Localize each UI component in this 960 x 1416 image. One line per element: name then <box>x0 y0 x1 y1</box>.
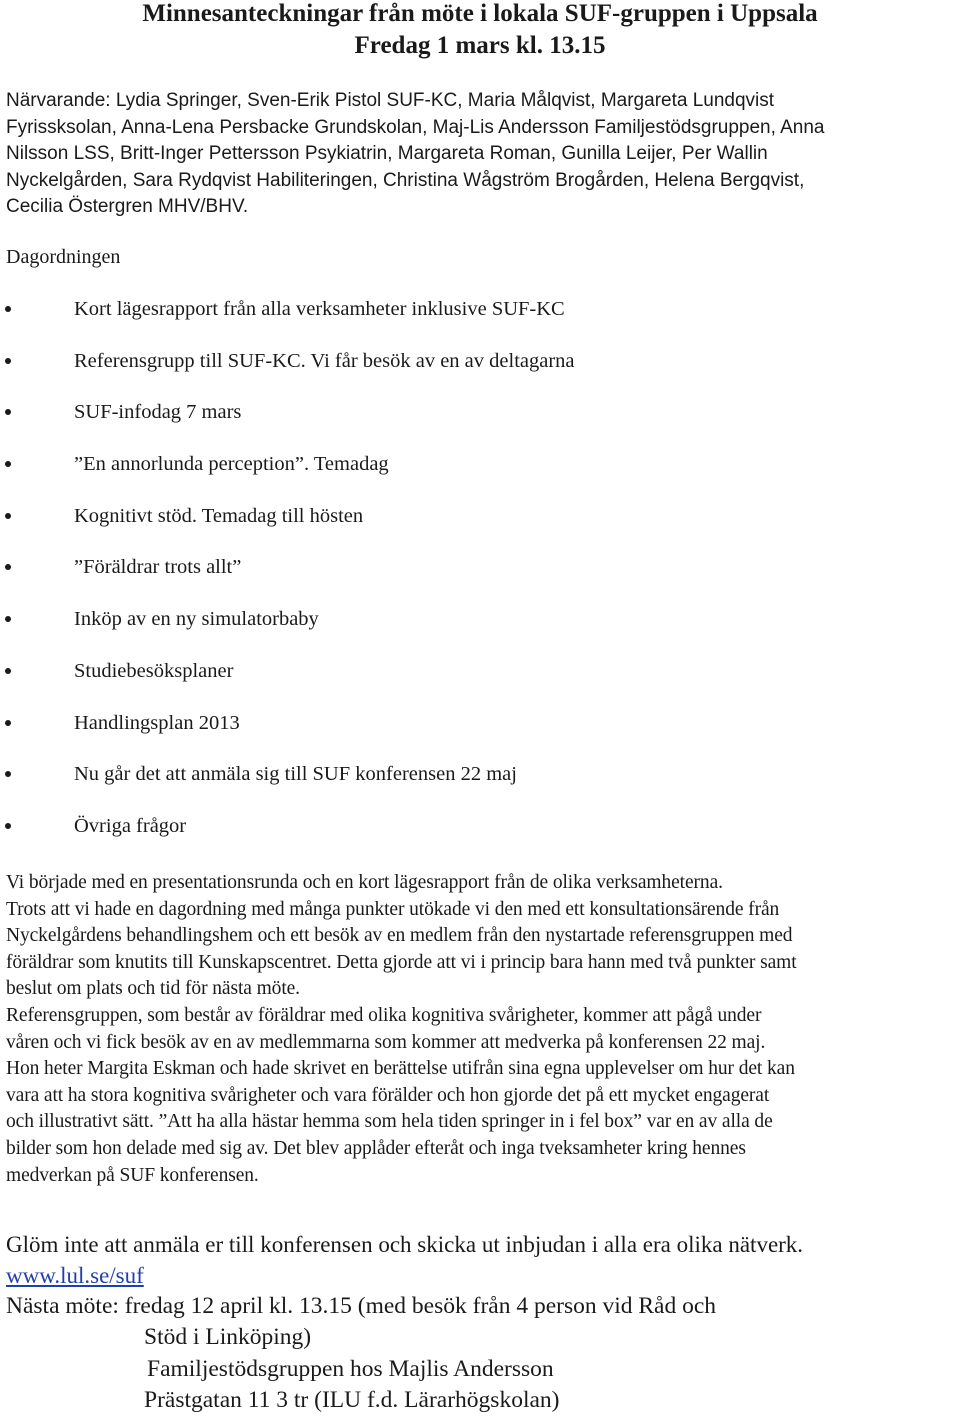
attendees-paragraph <box>6 88 956 221</box>
body-line: föräldrar som knutits till Kunskapscentret. Detta gjorde att vi i princip bara hann med två punkter samt <box>6 951 797 973</box>
body-line: bilder som hon delade med sig av. Det blev applåder efteråt och inga tveksamheter kring hennes <box>6 1137 746 1159</box>
next-meeting-address: Prästgatan 11 3 tr (ILU f.d. Lärarhögskolan) <box>144 1387 560 1413</box>
bullet-icon <box>5 513 11 519</box>
conference-reminder: Glöm inte att anmäla er till konferensen och skicka ut inbjudan i alla era olika nätverk. <box>6 1232 804 1257</box>
body-line: Hon heter Margita Eskman och hade skrivet en berättelse utifrån sina egna upplevelser om hur det kan <box>6 1058 795 1080</box>
agenda-item-text: Studiebesöksplaner <box>74 659 234 682</box>
agenda-item-text: Kognitivt stöd. Temadag till hösten <box>74 504 364 527</box>
body-line: beslut om plats och tid för nästa möte. <box>6 978 300 1000</box>
website-link[interactable]: www.lul.se/suf <box>6 1263 144 1288</box>
agenda-item-text: Övriga frågor <box>74 814 187 837</box>
attendees-line: Nyckelgården, Sara Rydqvist Habiliteringen, Christina Wågström Brogården, Helena Bergqvist, <box>6 169 805 191</box>
attendees-line: Fyrissksolan, Anna-Lena Persbacke Grundskolan, Maj-Lis Andersson Familjestödsgruppen, Anna <box>6 116 825 138</box>
bullet-icon <box>5 409 11 415</box>
agenda-heading: Dagordningen <box>6 246 121 268</box>
document-date: Fredag 1 mars kl. 13.15 <box>354 32 606 59</box>
attendees-line: Närvarande: Lydia Springer, Sven-Erik Pistol SUF-KC, Maria Målqvist, Margareta Lundqvist <box>6 90 775 111</box>
agenda-item-text: ”Föräldrar trots allt” <box>74 556 242 579</box>
document-title: Minnesanteckningar från möte i lokala SUF-gruppen i Uppsala <box>142 0 818 27</box>
agenda-item-text: SUF-infodag 7 mars <box>74 401 242 424</box>
agenda-item-text: ”En annorlunda perception”. Temadag <box>74 453 389 476</box>
body-line: Referensgruppen, som består av föräldrar med olika kognitiva svårigheter, kommer att pågå under <box>6 1004 762 1026</box>
next-meeting-line: Stöd i Linköping) <box>144 1324 312 1350</box>
agenda-item-text: Kort lägesrapport från alla verksamheter inklusive SUF-KC <box>74 298 565 320</box>
agenda-item-text: Inköp av en ny simulatorbaby <box>74 608 319 631</box>
bullet-icon <box>5 668 11 674</box>
body-line: vara att ha stora kognitiva svårigheter och vara förälder och hon gjorde det på ett mycket engagerat <box>6 1084 770 1106</box>
agenda-item-text: Referensgrupp till SUF-KC. Vi får besök av en av deltagarna <box>74 349 575 372</box>
agenda-item-text: Handlingsplan 2013 <box>74 711 240 734</box>
body-line: Nyckelgårdens behandlingshem och ett besök av en medlem från den nystartade referensgruppen med <box>6 925 793 947</box>
minutes-body <box>6 870 958 1189</box>
body-line: Trots att vi hade en dagordning med många punkter utökade vi den med ett konsultationsärende från <box>6 898 780 920</box>
bullet-icon <box>5 461 11 467</box>
next-meeting-line: Nästa möte: fredag 12 april kl. 13.15 (med besök från 4 person vid Råd och <box>6 1293 717 1319</box>
next-meeting-host: Familjestödsgruppen hos Majlis Andersson <box>147 1356 554 1382</box>
body-line: Vi började med en presentationsrunda och en kort lägesrapport från de olika verksamheterna. <box>6 872 723 893</box>
body-line: och illustrativt sätt. ”Att ha alla hästar hemma som hela tiden springer in i fel box” var en av alla de <box>6 1111 773 1133</box>
attendees-line: Nilsson LSS, Britt-Inger Pettersson Psykiatrin, Margareta Roman, Gunilla Leijer, Per Wallin <box>6 143 768 164</box>
bullet-icon <box>5 564 11 570</box>
body-line: medverkan på SUF konferensen. <box>6 1164 259 1186</box>
bullet-icon <box>5 358 11 364</box>
agenda-item-text: Nu går det att anmäla sig till SUF konferensen 22 maj <box>74 763 517 786</box>
bullet-icon <box>5 720 11 726</box>
bullet-icon <box>5 823 11 829</box>
bullet-icon <box>5 771 11 777</box>
bullet-icon <box>5 616 11 622</box>
bullet-icon <box>5 306 11 312</box>
attendees-line: Cecilia Östergren MHV/BHV. <box>6 196 249 217</box>
body-line: våren och vi fick besök av en av medlemmarna som kommer att medverka på konferensen 22 maj. <box>6 1031 766 1053</box>
